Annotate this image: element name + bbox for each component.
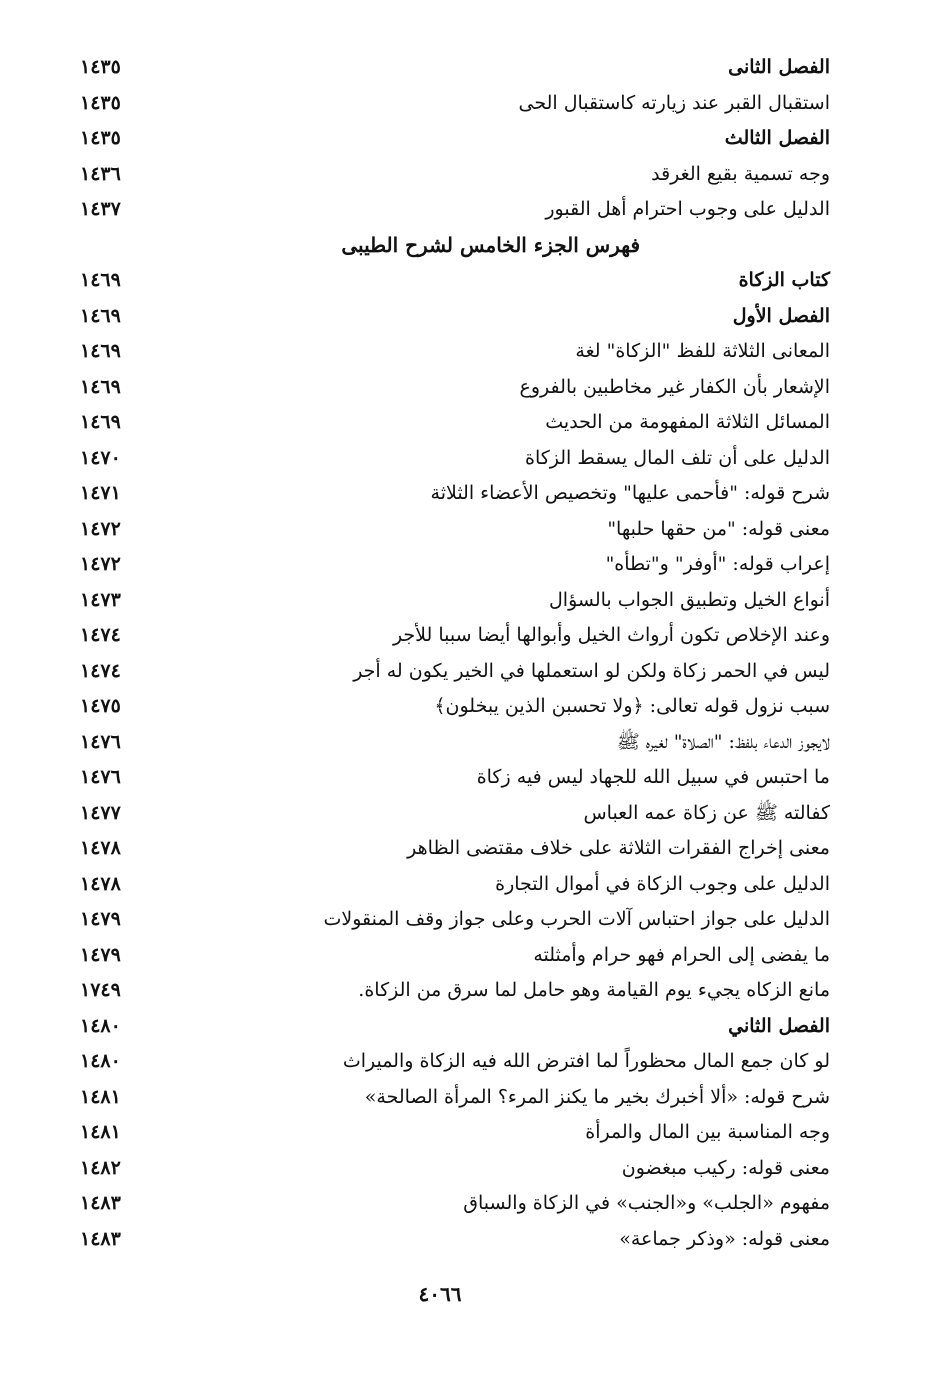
entry-page-number: ١٤٧١ <box>80 482 121 504</box>
entry-page-number: ١٤٨١ <box>80 1121 121 1143</box>
entry-title: ما يفضى إلى الحرام فهو حرام وأمثلته <box>533 943 830 966</box>
entry-page-number: ١٤٨٣ <box>80 1227 121 1250</box>
entry-title: المسائل الثلاثة المفهومة من الحديث <box>545 411 830 433</box>
entry-page-number: ١٤٧٨ <box>80 872 121 895</box>
toc-entry-row <box>80 370 830 406</box>
entry-title: معنى قوله: ركيب مبغضون <box>621 1156 830 1179</box>
entry-page-number: ١٤٧٣ <box>80 588 121 611</box>
entry-title: أنواع الخيل وتطبيق الجواب بالسؤال <box>548 588 830 611</box>
toc-entry-row <box>80 1151 830 1187</box>
entry-title: مانع الزكاه يجيء يوم القيامة وهو حامل لما سرق من الزكاة. <box>358 979 830 1001</box>
entry-title: وجه تسمية بقيع الغرقد <box>651 162 830 185</box>
toc-entry-row <box>80 157 830 193</box>
toc-entry-row <box>80 618 830 654</box>
toc-entry-row <box>80 902 830 938</box>
toc-entry-row <box>80 334 830 370</box>
entry-page-number: ١٤٧٨ <box>80 837 121 859</box>
toc-entry-row <box>80 405 830 441</box>
entry-title: لايجوز الدعاء بلفظ: "الصلاة" لغيره ﷺ <box>616 730 830 753</box>
toc-heading-row <box>80 263 830 299</box>
entry-page-number: ١٤٧٤ <box>80 659 121 682</box>
entry-title: الدليل على جواز احتباس آلات الحرب وعلى جواز وقف المنقولات <box>323 908 830 930</box>
toc-entry-row <box>80 689 830 725</box>
entry-page-number: ١٤٨٢ <box>80 1156 121 1179</box>
entry-title: لو كان جمع المال محظوراً لما افترض الله فيه الزكاة والميراث <box>342 1050 830 1072</box>
entry-title: سبب نزول قوله تعالى: ﴿ولا تحسبن الذين يبخلون﴾ <box>434 695 830 717</box>
entry-page-number: ١٤٦٩ <box>80 269 121 291</box>
toc-entry-row <box>80 760 830 796</box>
toc-entry-row <box>80 1186 830 1222</box>
table-of-contents <box>80 50 830 1257</box>
entry-title: وعند الإخلاص تكون أرواث الخيل وأبوالها أيضا سببا للأجر <box>392 624 830 646</box>
entry-page-number: ١٤٧٤ <box>80 624 121 646</box>
section-title: فهرس الجزء الخامس لشرح الطيبى <box>341 232 640 257</box>
entry-page-number: ١٤٧٠ <box>80 446 121 469</box>
entry-title: الدليل على أن تلف المال يسقط الزكاة <box>524 446 830 469</box>
entry-title: الفصل الثاني <box>728 1014 830 1037</box>
toc-entry-row <box>80 441 830 477</box>
entry-title: الفصل الثانى <box>728 56 830 78</box>
entry-page-number: ١٤٧٦ <box>80 730 121 753</box>
entry-page-number: ١٤٦٩ <box>80 340 121 362</box>
entry-page-number: ١٤٧٩ <box>80 943 121 966</box>
entry-title: الفصل الأول <box>732 304 830 327</box>
entry-title: مفهوم «الجلب» و«الجنب» في الزكاة والسباق <box>463 1192 830 1214</box>
entry-title: معنى قوله: "من حقها حلبها" <box>607 517 830 540</box>
entry-page-number: ١٤٦٩ <box>80 304 121 327</box>
toc-entry-row <box>80 1080 830 1116</box>
toc-entry-row <box>80 583 830 619</box>
entry-title: استقبال القبر عند زيارته كاستقبال الحى <box>518 91 830 114</box>
entry-page-number: ١٤٧٢ <box>80 517 121 540</box>
entry-page-number: ١٤٦٩ <box>80 411 121 433</box>
entry-page-number: ١٤٣٥ <box>80 56 121 78</box>
toc-heading-row <box>80 1009 830 1045</box>
entry-page-number: ١٤٨١ <box>80 1085 121 1108</box>
entry-page-number: ١٤٨٣ <box>80 1192 121 1214</box>
entry-title: الدليل على وجوب احترام أهل القبور <box>545 198 830 220</box>
toc-entry-row <box>80 547 830 583</box>
toc-entry-row <box>80 867 830 903</box>
entry-title: ليس في الحمر زكاة ولكن لو استعملها في الخير يكون له أجر <box>353 659 830 682</box>
toc-heading-row <box>80 50 830 86</box>
entry-title: الفصل الثالث <box>724 127 830 149</box>
entry-title: معنى قوله: «وذكر جماعة» <box>619 1227 830 1250</box>
entry-title: كفالته ﷺ عن زكاة عمه العباس <box>583 801 830 824</box>
toc-entry-row <box>80 1044 830 1080</box>
toc-entry-row <box>80 973 830 1009</box>
entry-title: كتاب الزكاة <box>738 269 830 291</box>
toc-entry-row <box>80 1222 830 1258</box>
entry-page-number: ١٤٨٠ <box>80 1014 121 1037</box>
entry-page-number: ١٤٧٥ <box>80 695 121 717</box>
toc-entry-row <box>80 831 830 867</box>
entry-page-number: ١٤٣٧ <box>80 198 121 220</box>
entry-page-number: ١٤٧٧ <box>80 801 121 824</box>
toc-entry-row <box>80 796 830 832</box>
entry-page-number: ١٧٤٩ <box>80 979 121 1001</box>
entry-page-number: ١٤٣٥ <box>80 127 121 149</box>
entry-page-number: ١٤٦٩ <box>80 375 121 398</box>
toc-entry-row <box>80 938 830 974</box>
entry-page-number: ١٤٧٩ <box>80 908 121 930</box>
page-number: ٤٠٦٦ <box>418 1282 462 1306</box>
toc-entry-row <box>80 192 830 228</box>
entry-title: وجه المناسبة بين المال والمرأة <box>585 1121 830 1143</box>
entry-title: شرح قوله: "فأحمى عليها" وتخصيص الأعضاء الثلاثة <box>430 482 830 504</box>
toc-entry-row <box>80 86 830 122</box>
toc-heading-row <box>80 299 830 335</box>
entry-title: معنى إخراج الفقرات الثلاثة على خلاف مقتضى الظاهر <box>407 837 830 859</box>
toc-entry-row <box>80 476 830 512</box>
entry-title: المعانى الثلاثة للفظ "الزكاة" لغة <box>575 340 830 362</box>
entry-title: الإشعار بأن الكفار غير مخاطبين بالفروع <box>519 375 830 398</box>
toc-entry-row <box>80 512 830 548</box>
entry-page-number: ١٤٨٠ <box>80 1050 121 1072</box>
toc-entry-row <box>80 725 830 761</box>
entry-title: ما احتبس في سبيل الله للجهاد ليس فيه زكاة <box>476 766 830 788</box>
entry-page-number: ١٤٧٢ <box>80 553 121 575</box>
section-title-row <box>80 228 830 264</box>
toc-heading-row <box>80 121 830 157</box>
toc-entry-row <box>80 1115 830 1151</box>
entry-title: الدليل على وجوب الزكاة في أموال التجارة <box>495 872 830 895</box>
entry-page-number: ١٤٣٦ <box>80 162 121 185</box>
entry-title: إعراب قوله: "أوفر" و"تطأه" <box>605 553 830 575</box>
toc-entry-row <box>80 654 830 690</box>
entry-page-number: ١٤٧٦ <box>80 766 121 788</box>
entry-title: شرح قوله: «ألا أخبرك بخير ما يكنز المرء؟ المرأة الصالحة» <box>364 1085 830 1108</box>
entry-page-number: ١٤٣٥ <box>80 91 121 114</box>
